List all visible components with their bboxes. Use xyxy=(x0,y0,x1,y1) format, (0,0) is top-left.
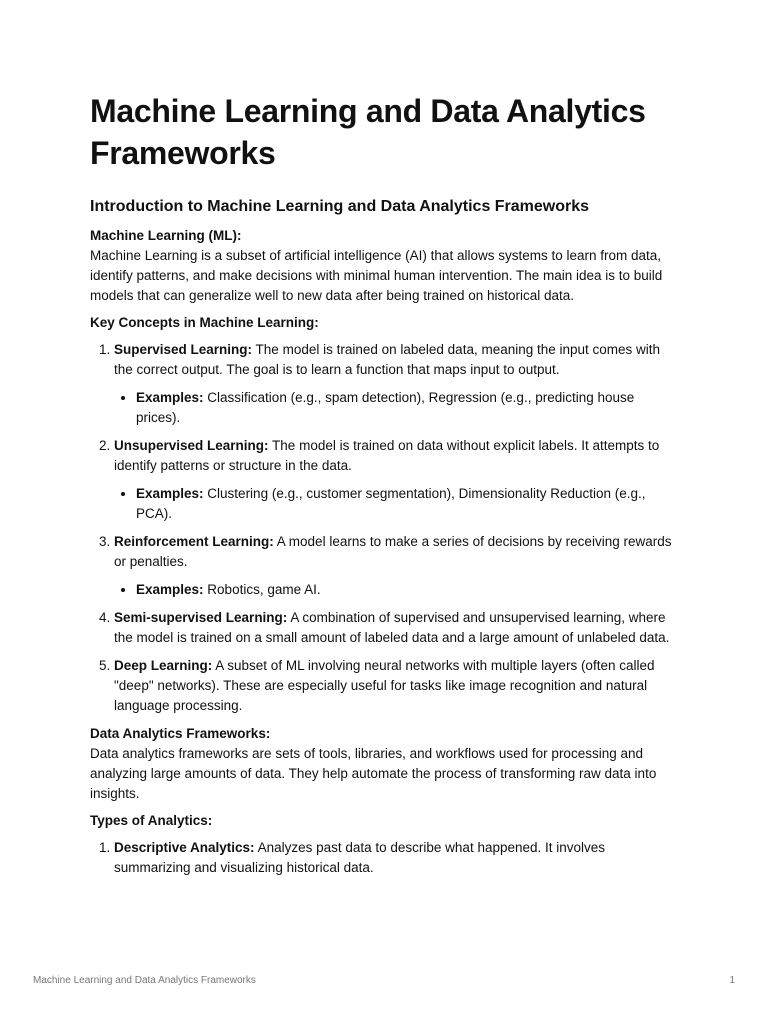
concept-term: Unsupervised Learning: xyxy=(114,438,269,453)
example-label: Examples: xyxy=(136,486,204,501)
example-item xyxy=(136,484,680,524)
ml-text: Machine Learning is a subset of artificial intelligence (AI) that allows systems to learn from data, identify patterns, and make decisions with minimal human intervention. The main idea is to build models that can generalize well to new data after being trained on historical data. xyxy=(90,248,663,303)
concept-text: The model is trained on data without explicit labels. It attempts to identify patterns or structure in the data. xyxy=(114,438,660,473)
key-concepts-list xyxy=(90,340,680,716)
example-label: Examples: xyxy=(136,582,204,597)
intro-heading: Introduction to Machine Learning and Data Analytics Frameworks xyxy=(90,198,590,215)
ml-paragraph xyxy=(90,226,680,306)
footer-title: Machine Learning and Data Analytics Frameworks xyxy=(33,975,256,986)
examples-list xyxy=(114,388,680,428)
concept-text: The model is trained on labeled data, meaning the input comes with the correct output. The goal is to learn a function that maps input to output. xyxy=(114,342,661,377)
types-heading: Types of Analytics: xyxy=(90,813,213,828)
document-title: Machine Learning and Data Analytics Frameworks xyxy=(90,93,646,171)
list-item xyxy=(114,532,680,600)
example-label: Examples: xyxy=(136,390,204,405)
example-text: Classification (e.g., spam detection), Regression (e.g., predicting house prices). xyxy=(136,390,635,425)
daf-label: Data Analytics Frameworks: xyxy=(90,726,271,741)
concept-term: Reinforcement Learning: xyxy=(114,534,274,549)
daf-paragraph xyxy=(90,724,680,804)
example-item xyxy=(136,580,680,600)
list-item xyxy=(114,608,680,648)
list-item xyxy=(114,656,680,716)
concept-term: Deep Learning: xyxy=(114,658,213,673)
ml-label: Machine Learning (ML): xyxy=(90,228,242,243)
type-term: Descriptive Analytics: xyxy=(114,840,255,855)
types-list xyxy=(90,838,680,878)
page-number: 1 xyxy=(729,975,735,986)
document-page xyxy=(90,90,680,886)
list-item xyxy=(114,436,680,524)
example-text: Clustering (e.g., customer segmentation), Dimensionality Reduction (e.g., PCA). xyxy=(136,486,646,521)
concept-text: A model learns to make a series of decisions by receiving rewards or penalties. xyxy=(114,534,672,569)
list-item xyxy=(114,340,680,428)
daf-text: Data analytics frameworks are sets of tools, libraries, and workflows used for processing and analyzing large amounts of data. They help automate the process of transforming raw data into insights. xyxy=(90,746,657,801)
examples-list xyxy=(114,580,680,600)
examples-list xyxy=(114,484,680,524)
list-item xyxy=(114,838,680,878)
key-concepts-heading: Key Concepts in Machine Learning: xyxy=(90,315,319,330)
concept-term: Supervised Learning: xyxy=(114,342,253,357)
key-concepts-label xyxy=(90,313,680,333)
concept-text: A combination of supervised and unsupervised learning, where the model is trained on a small amount of labeled data and a large amount of unlabeled data. xyxy=(114,610,670,645)
concept-term: Semi-supervised Learning: xyxy=(114,610,288,625)
example-item xyxy=(136,388,680,428)
concept-text: A subset of ML involving neural networks with multiple layers (often called "deep" networks). These are especially useful for tasks like image recognition and natural language processing. xyxy=(114,658,655,713)
example-text: Robotics, game AI. xyxy=(203,582,321,597)
type-text: Analyzes past data to describe what happened. It involves summarizing and visualizing historical data. xyxy=(114,840,606,875)
types-label xyxy=(90,811,680,831)
